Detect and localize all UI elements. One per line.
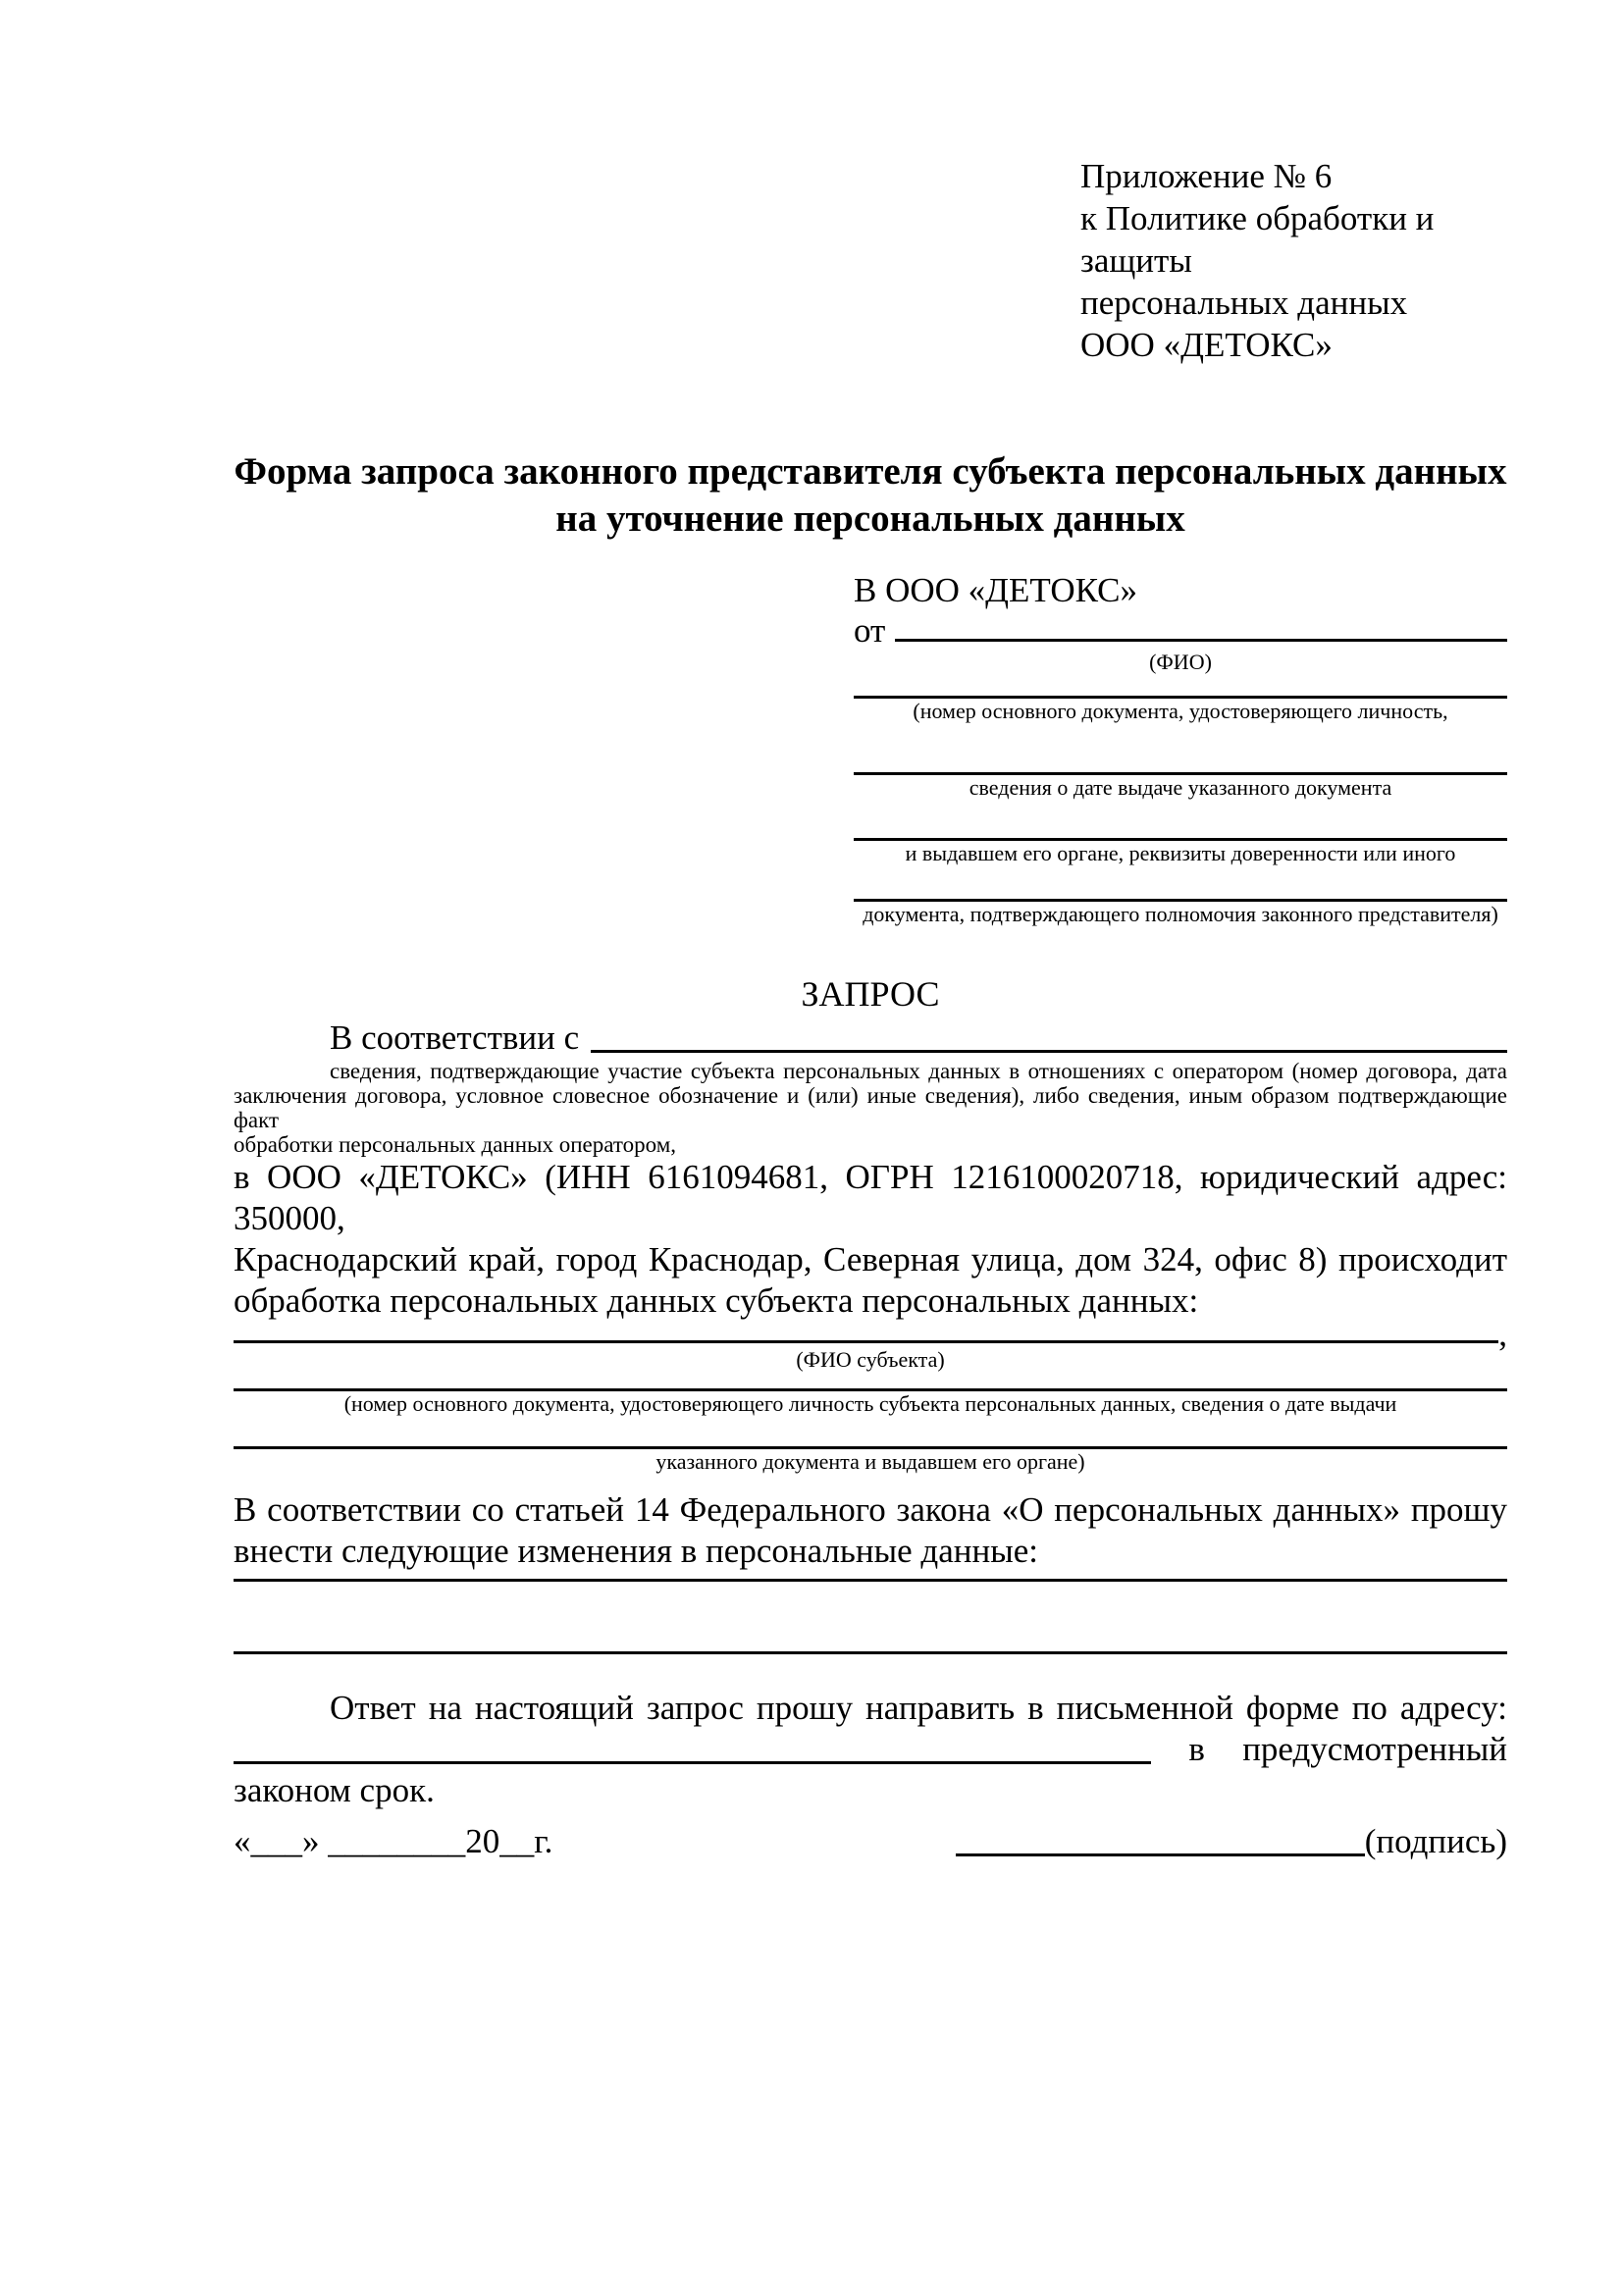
request-heading: ЗАПРОС xyxy=(801,974,940,1014)
doc-blank-line-4 xyxy=(854,866,1507,902)
signature-block xyxy=(956,1819,1507,1863)
appendix-line: Приложение № 6 xyxy=(1080,157,1333,195)
changes-blank-line-2 xyxy=(234,1582,1507,1654)
page-title xyxy=(234,448,1507,543)
addressee-to-line: В ООО «ДЕТОКС» xyxy=(854,571,1137,609)
date-signature-row xyxy=(234,1819,1507,1863)
note-paragraph xyxy=(234,1059,1507,1157)
trailing-comma: , xyxy=(1498,1315,1507,1353)
addressee-block xyxy=(854,568,1507,927)
doc-blank-line-2 xyxy=(854,724,1507,775)
appendix-block xyxy=(1080,155,1507,366)
subject-doc-caption-2: указанного документа и выдавшем его органе) xyxy=(655,1449,1085,1474)
lead-in-row xyxy=(234,1017,1507,1059)
article-line: внести следующие изменения в персональные данные: xyxy=(234,1532,1038,1570)
response-word-term: предусмотренный xyxy=(1242,1730,1507,1768)
response-line: Ответ на настоящий запрос прошу направить в письменной форме по адресу: xyxy=(330,1689,1507,1727)
address-blank-line xyxy=(234,1761,1151,1764)
subject-fio-row xyxy=(234,1315,1507,1353)
page-title-line: на уточнение персональных данных xyxy=(555,497,1185,540)
note-line: сведения, подтверждающие участие субъекта персональных данных в отношениях с оператором (номер договора, дата xyxy=(330,1059,1507,1083)
subject-fio-blank-line xyxy=(234,1322,1498,1343)
signature-blank-line xyxy=(956,1819,1365,1856)
lead-in-label: В соответствии с xyxy=(330,1018,580,1057)
doc-caption-2: сведения о дате выдаче указанного документа xyxy=(969,775,1392,800)
operator-line: Краснодарский край, город Краснодар, Северная улица, дом 324, офис 8) происходит xyxy=(234,1240,1507,1278)
doc-caption-3: и выдавшем его органе, реквизиты доверенности или иного xyxy=(905,841,1456,865)
operator-line: в ООО «ДЕТОКС» (ИНН 6161094681, ОГРН 1216100020718, юридический адрес: 350000, xyxy=(234,1158,1507,1237)
page-title-line: Форма запроса законного представителя субъекта персональных данных xyxy=(234,450,1507,493)
signature-caption: (подпись) xyxy=(1364,1822,1507,1860)
article-line: В соответствии со статьей 14 Федерального закона «О персональных данных» прошу xyxy=(234,1490,1507,1529)
date-line: «___» ________20__г. xyxy=(234,1822,553,1860)
operator-paragraph xyxy=(234,1157,1507,1322)
fio-caption: (ФИО) xyxy=(1149,650,1212,674)
appendix-line: персональных данных xyxy=(1080,284,1408,322)
operator-line: обработка персональных данных субъекта персональных данных: xyxy=(234,1281,1199,1320)
subject-doc-blank-line-2 xyxy=(234,1417,1507,1449)
fio-blank-line xyxy=(895,612,1507,642)
from-label: от xyxy=(854,611,886,650)
response-word-in: в xyxy=(1188,1730,1205,1768)
doc-caption-4: документа, подтверждающего полномочия законного представителя) xyxy=(863,902,1498,926)
note-line: заключения договора, условное словесное обозначение и (или) иные сведения), либо сведения, иным образом подтверждающие факт xyxy=(234,1083,1507,1132)
note-line: обработки персональных данных оператором, xyxy=(234,1132,676,1157)
doc-blank-line-3 xyxy=(854,801,1507,841)
lead-in-blank-line xyxy=(591,1017,1507,1053)
doc-blank-line-1 xyxy=(854,675,1507,699)
subject-fio-caption: (ФИО субъекта) xyxy=(796,1347,945,1372)
addressee-from-row xyxy=(854,612,1507,650)
response-tail: законом срок. xyxy=(234,1771,435,1809)
subject-doc-caption-1: (номер основного документа, удостоверяющего личность субъекта персональных данных, сведения о дате выдачи xyxy=(343,1391,1397,1416)
address-row xyxy=(234,1729,1507,1770)
doc-caption-1: (номер основного документа, удостоверяющего личность, xyxy=(913,699,1448,723)
subject-doc-blank-line-1 xyxy=(234,1373,1507,1391)
article-paragraph xyxy=(234,1489,1507,1572)
appendix-line: ООО «ДЕТОКС» xyxy=(1080,326,1333,364)
appendix-line: к Политике обработки и защиты xyxy=(1080,199,1435,280)
response-paragraph xyxy=(234,1688,1507,1811)
changes-blank-line-1 xyxy=(234,1572,1507,1582)
